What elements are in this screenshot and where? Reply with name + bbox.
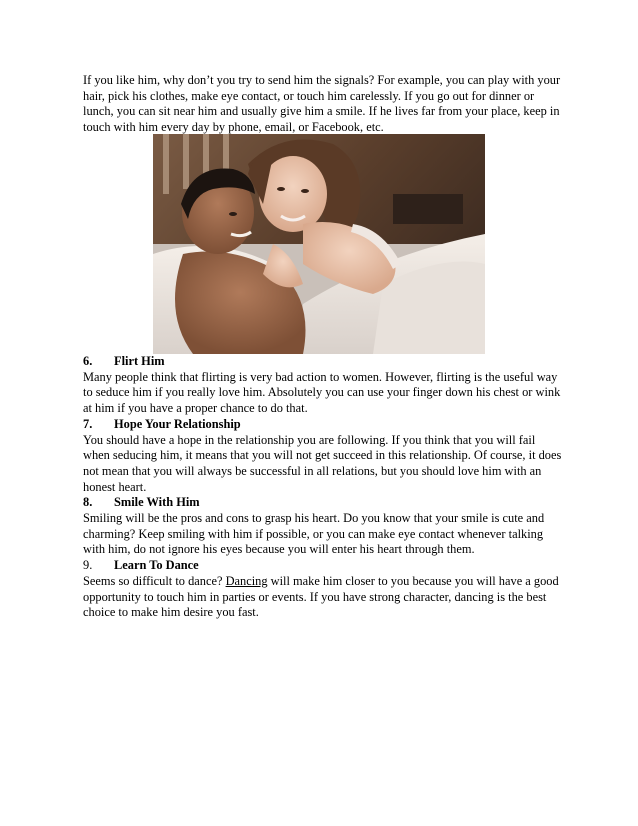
- section-title: Learn To Dance: [114, 558, 199, 573]
- section-title: Hope Your Relationship: [114, 416, 241, 431]
- sections: [83, 354, 563, 621]
- section-body: Smiling will be the pros and cons to grasp his heart. Do you know that your smile is cute and charming? Keep smiling with him if possible, or you can make eye contact whenever talking with him, do not ignore his eyes because you will enter his heart through them.: [83, 511, 545, 557]
- section-body: Many people think that flirting is very bad action to women. However, flirting is the useful way to seduce him if you really love him. Absolutely you can use your finger down his chest or wink at him if you have a proper chance to do that.: [83, 369, 561, 416]
- section-title: Smile With Him: [114, 495, 200, 510]
- couple-photo-illustration: [153, 134, 485, 354]
- section-heading: [83, 495, 563, 511]
- section-9: [83, 558, 563, 621]
- section-6: [83, 354, 563, 417]
- section-number: 7.: [83, 416, 93, 431]
- section-number: 9.: [83, 558, 93, 573]
- section-heading: [83, 417, 563, 433]
- section-7: [83, 417, 563, 496]
- section-number: 8.: [83, 495, 93, 510]
- section-body-after: will make him closer to you because you will have a good opportunity to touch him in parties or events. If you have strong character, dancing is the best choice to make him desire you fast.: [83, 573, 559, 620]
- section-8: [83, 495, 563, 558]
- section-title: Flirt Him: [114, 354, 165, 368]
- section-body: You should have a hope in the relationship you are following. If you think that you will fail when seducing him, it means that you will not get succeed in this relationship. Of course, it does not mean that you will always be successful in all relations, but you should love him with an honest heart.: [83, 432, 562, 494]
- section-body: [83, 574, 563, 621]
- section-number: 6.: [83, 354, 93, 368]
- couple-photo: [153, 134, 485, 354]
- intro-paragraph: [83, 73, 563, 136]
- intro-text: If you like him, why don’t you try to send him the signals? For example, you can play with your hair, pick his clothes, make eye contact, or touch him carelessly. If you go out for dinner or lunch, you can sit near him and usually give him a smile. If he lives far from your place, keep in touch with him every day by phone, email, or Facebook, etc.: [83, 73, 561, 135]
- section-heading: [83, 558, 563, 574]
- section-body-before: Seems so difficult to dance?: [83, 573, 226, 588]
- dancing-link[interactable]: Dancing: [225, 573, 268, 588]
- section-heading: [83, 354, 563, 370]
